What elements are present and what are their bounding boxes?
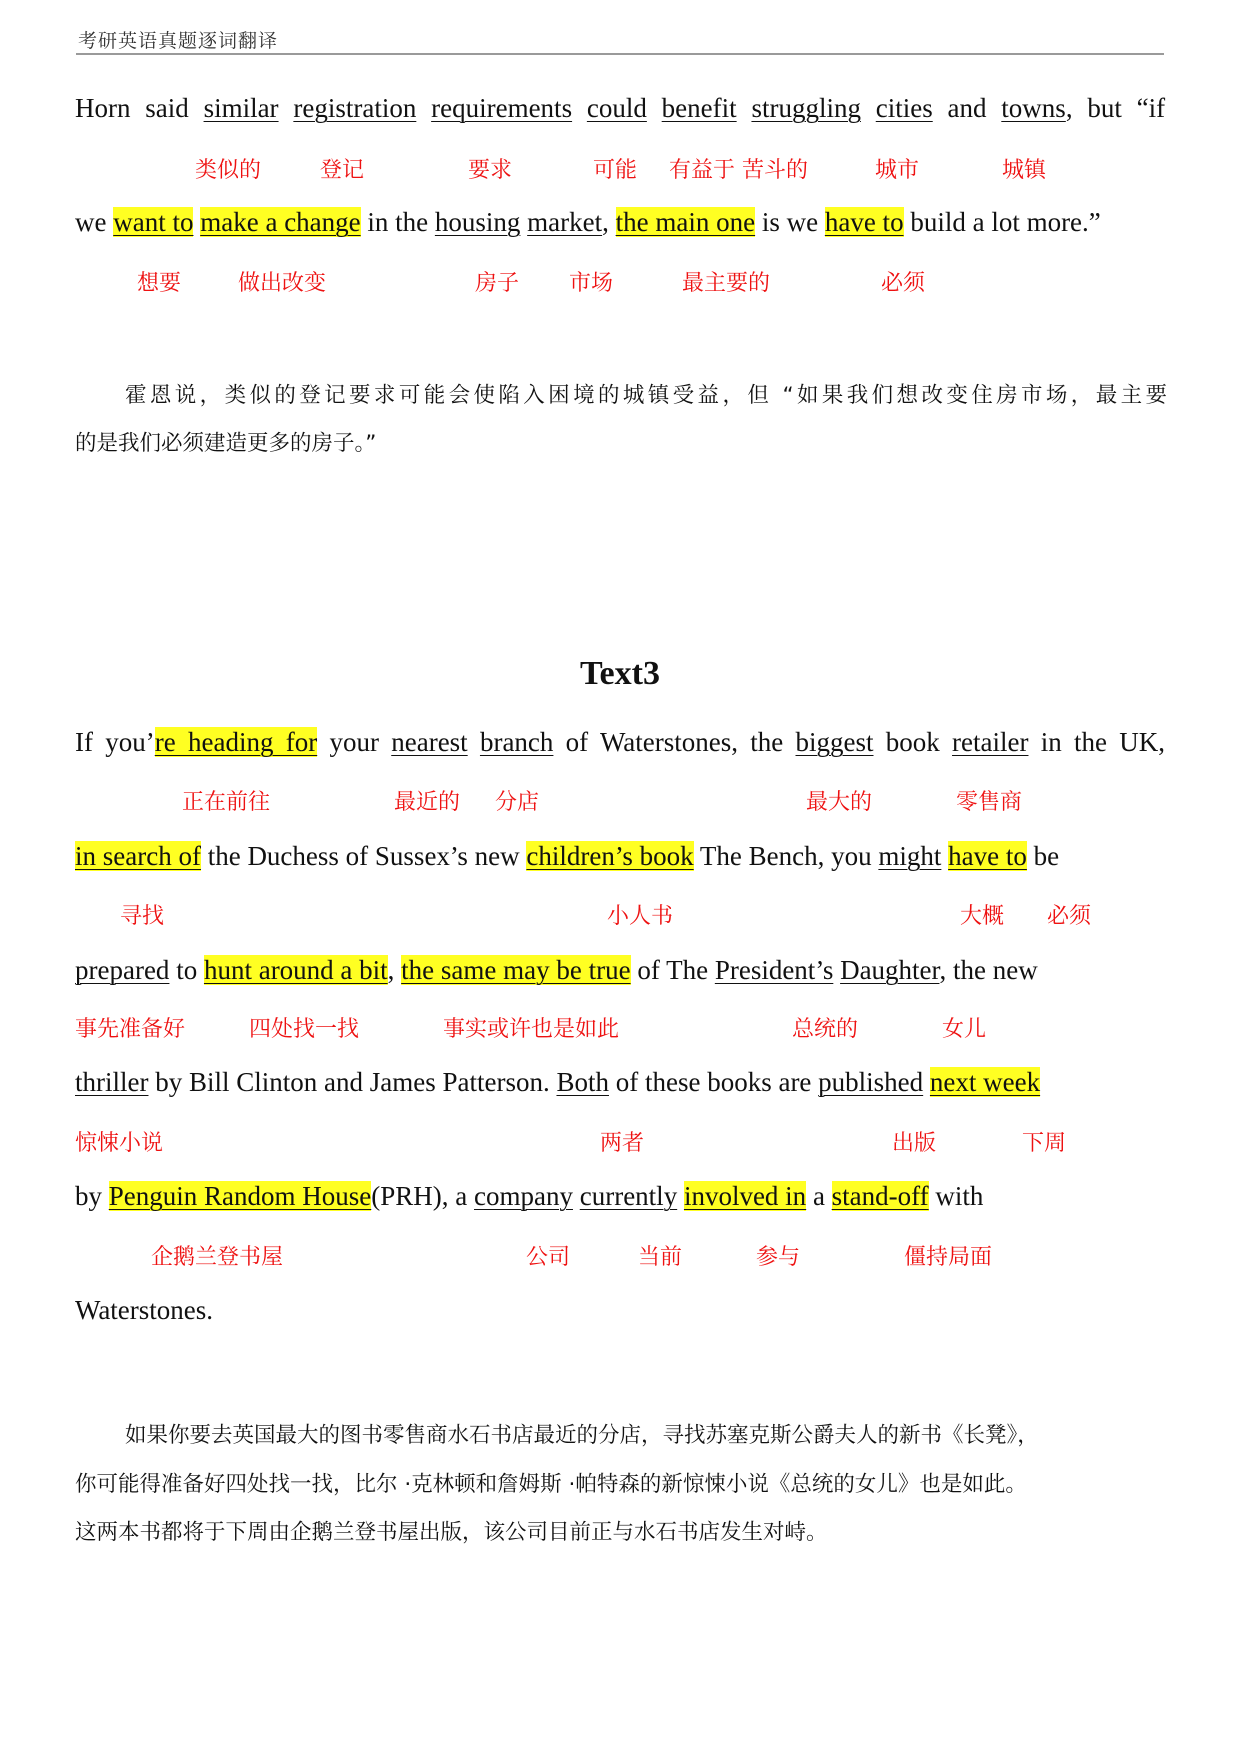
chinese-gloss: 当前 [638, 1245, 683, 1270]
underlined-word: market [527, 207, 603, 237]
chinese-gloss: 零售商 [956, 790, 1023, 815]
underlined-word: Daughter [840, 955, 940, 985]
chinese-gloss: 女儿 [942, 1017, 987, 1042]
highlighted-phrase: children’s book [526, 841, 694, 871]
text-segment: the Duchess of Sussex’s new [200, 841, 527, 871]
chinese-gloss: 市场 [569, 271, 614, 296]
text-segment: build a lot more.” [903, 207, 1101, 237]
english-line [75, 1293, 1165, 1327]
highlighted-phrase: the same may be true [401, 955, 631, 985]
text-segment: , but “if [1065, 93, 1166, 123]
chinese-gloss: 有益于 苦斗的 [669, 158, 808, 183]
text-segment: we [75, 207, 114, 237]
chinese-gloss: 可能 [593, 158, 638, 183]
text-segment: and [932, 93, 1002, 123]
english-line [75, 1065, 1165, 1099]
underlined-word: nearest [391, 727, 468, 757]
text-segment: your [317, 727, 392, 757]
english-line [75, 839, 1165, 873]
text-segment [737, 93, 752, 123]
text-segment [923, 1067, 930, 1097]
text-segment: , [602, 207, 616, 237]
text-segment [861, 93, 876, 123]
text-segment: in the UK, [1028, 727, 1166, 757]
chinese-gloss: 下周 [1022, 1131, 1067, 1156]
page-header-title: 考研英语真题逐词翻译 [78, 30, 279, 52]
chinese-gloss: 公司 [526, 1245, 571, 1270]
underlined-word: requirements [431, 93, 573, 123]
chinese-gloss: 参与 [756, 1245, 801, 1270]
chinese-gloss: 惊悚小说 [75, 1131, 164, 1156]
underlined-word: might [878, 841, 942, 871]
text-segment: to [169, 955, 204, 985]
text-segment: of Waterstones, the [553, 727, 796, 757]
english-line [75, 205, 1165, 239]
highlighted-phrase: involved in [683, 1181, 807, 1211]
underlined-word: could [586, 93, 647, 123]
underlined-word: published [818, 1067, 924, 1097]
underlined-word: currently [579, 1181, 678, 1211]
underlined-word: branch [479, 727, 554, 757]
underlined-word: prepared [75, 955, 170, 985]
text-segment [573, 1181, 580, 1211]
chinese-gloss: 分店 [495, 790, 540, 815]
chinese-gloss: 出版 [892, 1131, 937, 1156]
chinese-gloss: 房子 [475, 271, 520, 296]
chinese-translation-line: 霍恩说，类似的登记要求可能会使陷入困境的城镇受益，但 “如果我们想改变住房市场，最主要 [125, 383, 1167, 408]
underlined-word: towns [1001, 93, 1066, 123]
text-segment: book [873, 727, 953, 757]
underlined-word: benefit [661, 93, 737, 123]
chinese-gloss: 总统的 [792, 1017, 859, 1042]
text-segment: of The [630, 955, 715, 985]
highlighted-phrase: want to [113, 207, 194, 237]
header-divider [76, 53, 1164, 55]
english-line [75, 1179, 1165, 1213]
highlighted-phrase: stand-off [831, 1181, 929, 1211]
text-segment: Horn said [75, 93, 204, 123]
chinese-gloss: 必须 [881, 271, 926, 296]
text-segment: , [387, 955, 402, 985]
highlighted-phrase: have to [948, 841, 1027, 871]
text-segment: with [928, 1181, 984, 1211]
text-segment: If you’ [75, 727, 155, 757]
text-segment: is we [755, 207, 825, 237]
chinese-gloss: 必须 [1047, 904, 1092, 929]
underlined-word: housing [434, 207, 521, 237]
chinese-gloss: 最大的 [806, 790, 873, 815]
english-line [75, 725, 1165, 759]
section-title: Text3 [580, 655, 660, 692]
chinese-gloss: 做出改变 [238, 271, 327, 296]
english-line [75, 953, 1165, 987]
chinese-translation-line: 的是我们必须建造更多的房子。” [75, 431, 377, 456]
underlined-word: struggling [751, 93, 861, 123]
highlighted-phrase: in search of [75, 841, 201, 871]
highlighted-phrase: make a change [200, 207, 361, 237]
chinese-gloss: 最主要的 [682, 271, 771, 296]
text-segment: be [1026, 841, 1060, 871]
chinese-gloss: 要求 [468, 158, 513, 183]
chinese-gloss: 正在前往 [182, 790, 271, 815]
text-segment: a [806, 1181, 832, 1211]
underlined-word: registration [293, 93, 417, 123]
text-segment [468, 727, 480, 757]
chinese-gloss: 寻找 [120, 904, 165, 929]
chinese-gloss: 四处找一找 [249, 1017, 360, 1042]
highlighted-phrase: next week [929, 1067, 1041, 1097]
chinese-translation-line: 你可能得准备好四处找一找，比尔 ·克林顿和詹姆斯 ·帕特森的新惊悚小说《总统的女儿》也是如此。 [75, 1472, 1027, 1497]
underlined-word: biggest [795, 727, 874, 757]
chinese-gloss: 企鹅兰登书屋 [151, 1245, 284, 1270]
text-segment: by Bill Clinton and James Patterson. [148, 1067, 557, 1097]
text-segment: , the new [939, 955, 1038, 985]
text-segment: Waterstones. [75, 1295, 214, 1325]
chinese-gloss: 登记 [320, 158, 365, 183]
text-segment: (PRH), a [371, 1181, 474, 1211]
chinese-gloss: 类似的 [195, 158, 262, 183]
text-segment: The Bench, you [693, 841, 879, 871]
text-segment: of these books are [608, 1067, 819, 1097]
text-segment [416, 93, 431, 123]
underlined-word: thriller [75, 1067, 149, 1097]
text-segment: by [75, 1181, 109, 1211]
chinese-gloss: 事先准备好 [75, 1017, 186, 1042]
highlighted-phrase: Penguin Random House [108, 1181, 372, 1211]
underlined-word: retailer [952, 727, 1029, 757]
chinese-translation-line: 这两本书都将于下周由企鹅兰登书屋出版，该公司目前正与水石书店发生对峙。 [75, 1520, 828, 1545]
text-segment [647, 93, 662, 123]
highlighted-phrase: have to [824, 207, 904, 237]
highlighted-phrase: the main one [615, 207, 756, 237]
english-line [75, 91, 1165, 125]
chinese-gloss: 想要 [137, 271, 182, 296]
underlined-word: similar [203, 93, 279, 123]
chinese-gloss: 城市 [875, 158, 920, 183]
chinese-gloss: 事实或许也是如此 [443, 1017, 620, 1042]
text-segment [677, 1181, 684, 1211]
text-segment: in the [360, 207, 435, 237]
chinese-gloss: 两者 [600, 1131, 645, 1156]
chinese-gloss: 城镇 [1002, 158, 1047, 183]
text-segment [279, 93, 294, 123]
underlined-word: company [474, 1181, 573, 1211]
underlined-word: Both [556, 1067, 609, 1097]
highlighted-phrase: re heading for [154, 727, 318, 757]
chinese-gloss: 最近的 [394, 790, 461, 815]
chinese-gloss: 大概 [960, 904, 1005, 929]
text-segment [572, 93, 587, 123]
highlighted-phrase: hunt around a bit [203, 955, 388, 985]
chinese-gloss: 僵持局面 [904, 1245, 993, 1270]
underlined-word: President’s [714, 955, 834, 985]
chinese-translation-line: 如果你要去英国最大的图书零售商水石书店最近的分店，寻找苏塞克斯公爵夫人的新书《长凳》， [125, 1423, 1039, 1448]
underlined-word: cities [875, 93, 933, 123]
chinese-gloss: 小人书 [607, 904, 674, 929]
